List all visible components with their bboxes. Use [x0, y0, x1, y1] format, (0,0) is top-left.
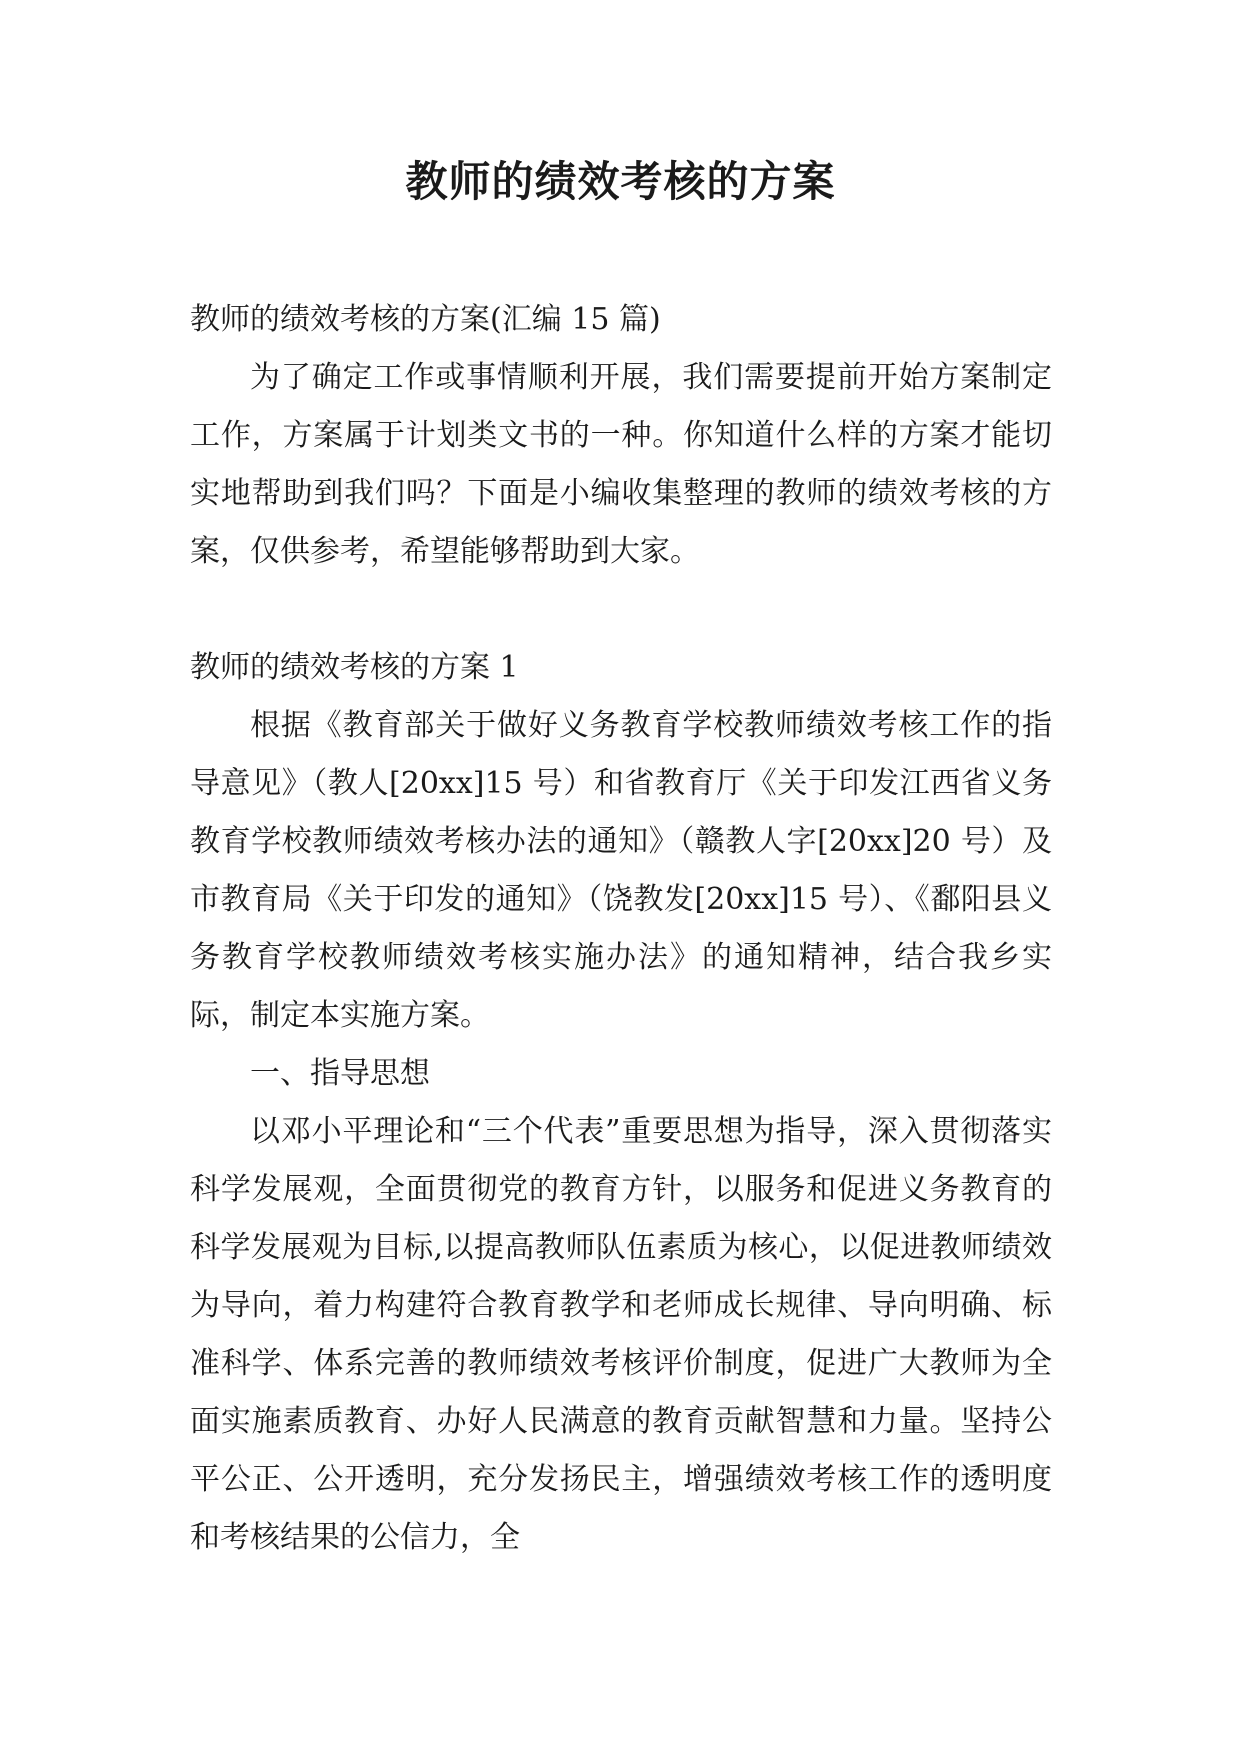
subheading-guiding-thought: 一、指导思想: [250, 1056, 430, 1091]
section-heading: 教师的绩效考核的方案 1: [190, 650, 519, 685]
basis-paragraph: 根据《教育部关于做好义务教育学校教师绩效考核工作的指导意见》（教人[20xx]15 号）和省教育厅《关于印发江西省义务教育学校教师绩效考核办法的通知》（赣教人字[20xx]20 号）及市教育局《关于印发的通知》（饶教发[20xx]15 号）、《鄱阳县义务教育学校教师绩效考核实施办法》的通知精神，结合我乡实际，制定本实施方案。: [190, 708, 1052, 1033]
document-title: 教师的绩效考核的方案: [405, 157, 836, 206]
document-body: [190, 291, 1052, 1567]
guiding-thought-paragraph: 以邓小平理论和“三个代表”重要思想为指导，深入贯彻落实科学发展观，全面贯彻党的教育方针，以服务和促进义务教育的科学发展观为目标,以提高教师队伍素质为核心，以促进教师绩效为导向，着力构建符合教育教学和老师成长规律、导向明确、标准科学、体系完善的教师绩效考核评价制度，促进广大教师为全面实施素质教育、办好人民满意的教育贡献智慧和力量。坚持公平公正、公开透明，充分发扬民主，增强绩效考核工作的透明度和考核结果的公信力，全: [190, 1114, 1052, 1555]
subtitle-paragraph: 教师的绩效考核的方案(汇编 15 篇): [190, 302, 661, 337]
intro-paragraph: 为了确定工作或事情顺利开展，我们需要提前开始方案制定工作，方案属于计划类文书的一种。你知道什么样的方案才能切实地帮助到我们吗？下面是小编收集整理的教师的绩效考核的方案，仅供参考，希望能够帮助到大家。: [190, 360, 1052, 569]
